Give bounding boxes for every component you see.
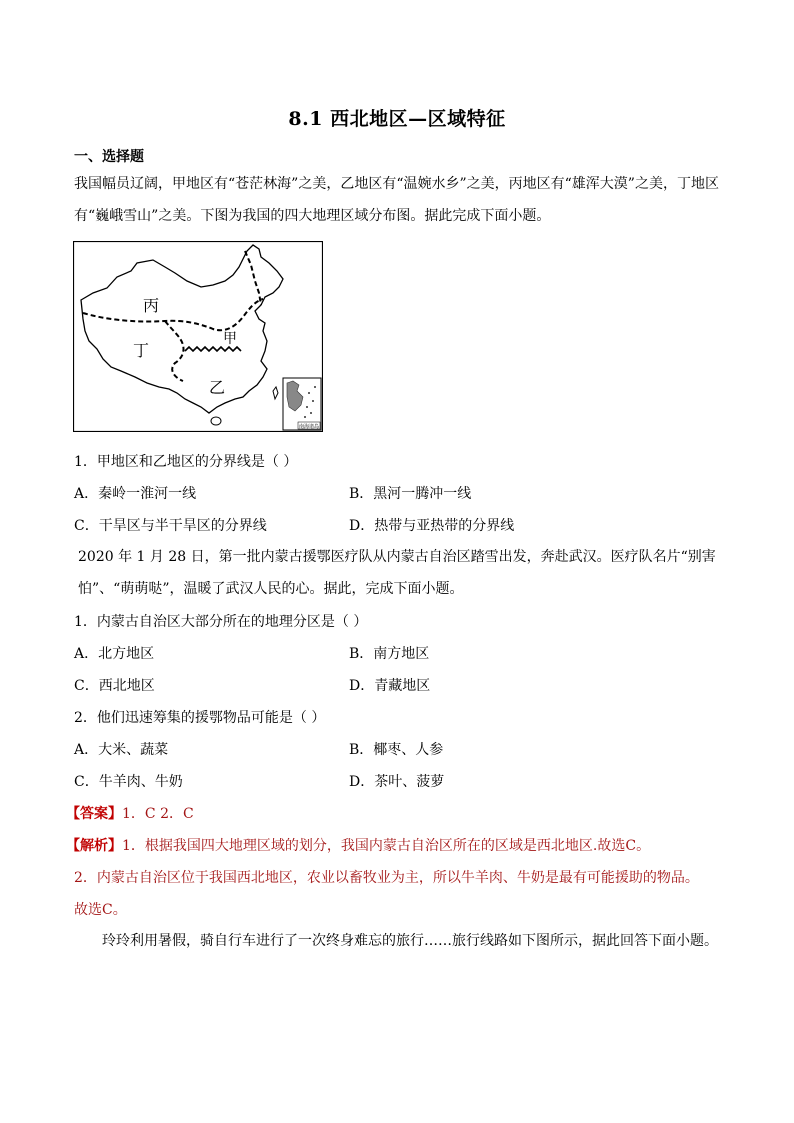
- page-title: 8.1 西北地区—区域特征: [288, 108, 506, 130]
- region-label-yi: 乙: [209, 378, 226, 397]
- q1-option-b: B．黑河一腾冲一线: [349, 486, 472, 502]
- analysis-label: 【解析】: [66, 838, 122, 854]
- q2-option-b: B．南方地区: [349, 646, 430, 662]
- q3-option-c: C．牛羊肉、牛奶: [74, 774, 183, 790]
- q1-option-a: A．秦岭一淮河一线: [74, 486, 197, 502]
- region-label-jia: 甲: [223, 331, 237, 347]
- q1-option-d: D．热带与亚热带的分界线: [349, 518, 515, 534]
- region-label-bing: 丙: [143, 296, 160, 315]
- intro-paragraph-2: 2020 年 1 月 28 日，第一批内蒙古援鄂医疗队从内蒙古自治区踏雪出发，奔赴武汉。医疗队名片“别害怕”、“萌萌哒”，温暖了武汉人民的心。据此，完成下面小题。: [78, 549, 716, 597]
- china-regions-map: [73, 241, 323, 432]
- hainan-island: [211, 417, 221, 425]
- intro-paragraph-3: 玲玲利用暑假，骑自行车进行了一次终身难忘的旅行……旅行线路如下图所示，据此回答下面小题。: [102, 933, 718, 949]
- answer-label: 【答案】: [66, 806, 122, 822]
- question-2-stem: 1．内蒙古自治区大部分所在的地理分区是（ ）: [74, 614, 368, 630]
- question-1-stem: 1．甲地区和乙地区的分界线是（ ）: [74, 454, 298, 470]
- q3-option-d: D．茶叶、菠萝: [349, 774, 445, 790]
- q3-option-a: A．大米、蔬菜: [74, 742, 169, 758]
- answer-text: 1．C 2．C: [122, 806, 194, 822]
- q2-option-c: C．西北地区: [74, 678, 155, 694]
- q3-option-b: B．椰枣、人参: [349, 742, 444, 758]
- question-3-stem: 2．他们迅速筹集的援鄂物品可能是（ ）: [74, 710, 326, 726]
- analysis-line-2: 2．内蒙古自治区位于我国西北地区，农业以畜牧业为主，所以牛羊肉、牛奶是最有可能援助的物品。: [74, 870, 699, 886]
- section-heading: 一、选择题: [74, 149, 144, 165]
- q1-option-c: C．干旱区与半干旱区的分界线: [74, 518, 267, 534]
- analysis-line-3: 故选C。: [74, 902, 127, 918]
- q2-option-d: D．青藏地区: [349, 678, 431, 694]
- region-label-ding: 丁: [133, 341, 150, 360]
- analysis-text-1: 1．根据我国四大地理区域的划分，我国内蒙古自治区所在的区域是西北地区.故选C。: [122, 838, 651, 854]
- q2-option-a: A．北方地区: [74, 646, 155, 662]
- inset-label: 南海诸岛: [299, 424, 320, 430]
- answer-line: [66, 803, 194, 823]
- intro-paragraph-1: 我国幅员辽阔，甲地区有“苍茫林海”之美，乙地区有“温婉水乡”之美，丙地区有“雄浑大漠”之美，丁地区有“巍峨雪山”之美。下图为我国的四大地理区域分布图。据此完成下面小题。: [74, 176, 719, 224]
- analysis-line-1: [66, 835, 650, 855]
